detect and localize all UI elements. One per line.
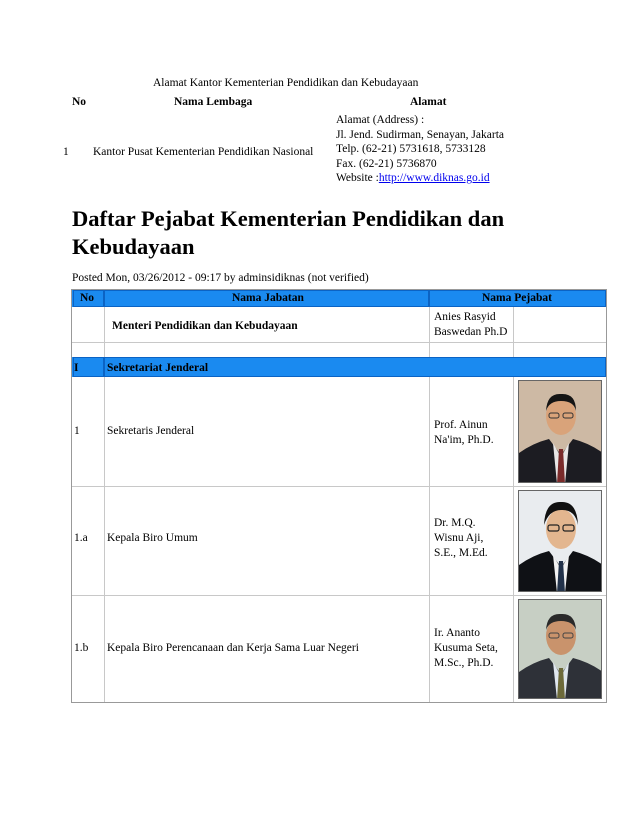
divider — [104, 307, 105, 342]
header-nama-pejabat: Nama Pejabat — [482, 292, 552, 304]
divider — [429, 596, 430, 702]
row-no: 1.a — [74, 532, 88, 544]
divider — [513, 377, 514, 486]
address-row-nama: Kantor Pusat Kementerian Pendidikan Nasional — [93, 146, 314, 158]
divider — [104, 487, 105, 595]
row-pejabat-line1: Prof. Ainun — [434, 419, 488, 431]
divider — [72, 595, 606, 596]
website-line — [336, 171, 504, 186]
row-no: 1.b — [74, 642, 89, 654]
divider — [513, 343, 514, 357]
row-pejabat-line2: Kusuma Seta, — [434, 642, 498, 654]
minister-pejabat-line2: Baswedan Ph.D — [434, 326, 508, 338]
divider — [513, 487, 514, 595]
address-line: Jl. Jend. Sudirman, Senayan, Jakarta — [336, 128, 504, 141]
page-title: Daftar Pejabat Kementerian Pendidikan dan Kebudayaan — [72, 206, 505, 259]
section-label: Sekretariat Jenderal — [107, 362, 209, 374]
posted-meta: Posted Mon, 03/26/2012 - 09:17 by adminsidiknas (not verified) — [72, 272, 369, 284]
row-jabatan: Sekretaris Jenderal — [107, 425, 195, 437]
divider — [104, 377, 105, 486]
row-jabatan: Kepala Biro Perencanaan dan Kerja Sama Luar Negeri — [107, 642, 359, 654]
row-pejabat-line1: Ir. Ananto — [434, 627, 480, 639]
address-line: Telp. (62-21) 5731618, 5733128 — [336, 143, 486, 155]
divider — [72, 486, 606, 487]
header-no: No — [80, 292, 95, 304]
address-line: Alamat (Address) : — [336, 114, 425, 126]
divider — [513, 596, 514, 702]
section-no: I — [74, 362, 79, 374]
official-photo — [518, 490, 602, 592]
divider — [104, 596, 105, 702]
address-table-caption: Alamat Kantor Kementerian Pendidikan dan Kebudayaan — [153, 77, 419, 89]
row-pejabat-line3: S.E., M.Ed. — [434, 547, 488, 559]
official-photo — [518, 380, 602, 483]
divider — [429, 487, 430, 595]
address-block — [336, 113, 504, 186]
address-header-alamat: Alamat — [410, 96, 447, 108]
official-photo — [518, 599, 602, 699]
row-pejabat-line2: Na'im, Ph.D. — [434, 434, 494, 446]
divider — [429, 307, 430, 342]
address-line: Fax. (62-21) 5736870 — [336, 157, 437, 170]
divider — [104, 343, 105, 357]
address-header-nama-lembaga: Nama Lembaga — [174, 96, 253, 108]
officials-table — [71, 289, 607, 703]
website-label: Website : — [336, 172, 379, 184]
address-row-no: 1 — [63, 146, 69, 158]
row-pejabat-line1: Dr. M.Q. — [434, 517, 476, 529]
row-pejabat-line2: Wisnu Aji, — [434, 532, 484, 544]
divider — [513, 307, 514, 342]
row-jabatan: Kepala Biro Umum — [107, 532, 198, 544]
divider — [72, 342, 606, 343]
website-link[interactable]: http://www.diknas.go.id — [378, 172, 490, 184]
row-no: 1 — [74, 425, 80, 437]
minister-jabatan: Menteri Pendidikan dan Kebudayaan — [112, 320, 298, 332]
address-header-no: No — [72, 96, 87, 108]
row-pejabat-line3: M.Sc., Ph.D. — [434, 657, 494, 669]
header-nama-jabatan: Nama Jabatan — [232, 292, 304, 304]
minister-pejabat-line1: Anies Rasyid — [434, 311, 496, 323]
divider — [429, 343, 430, 357]
divider — [429, 377, 430, 486]
